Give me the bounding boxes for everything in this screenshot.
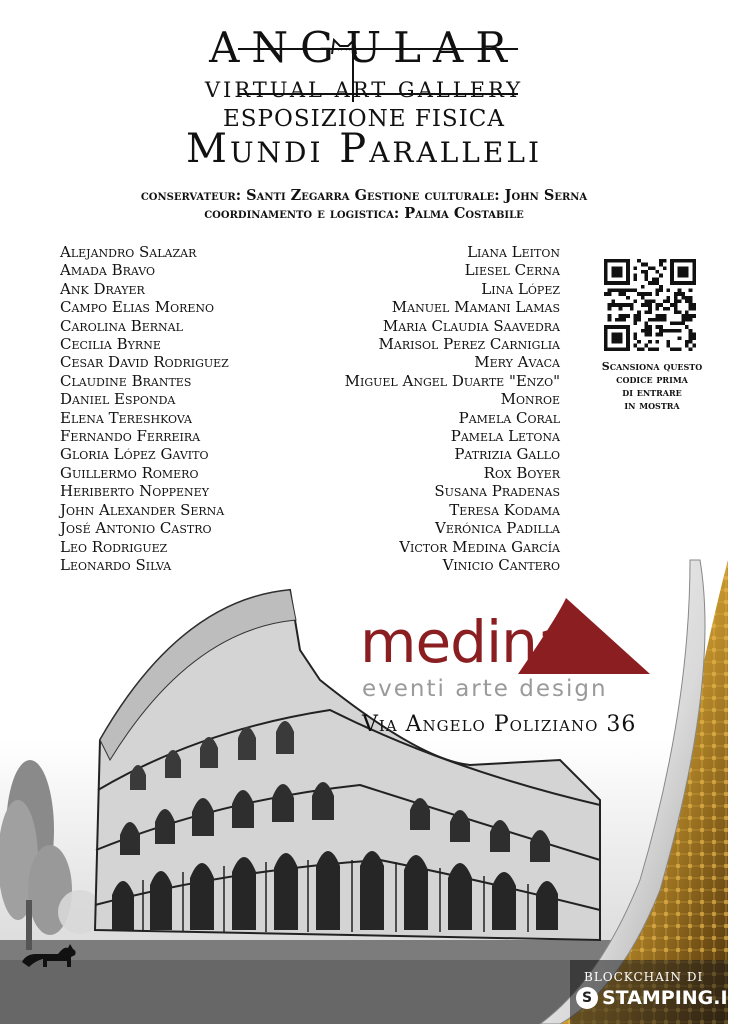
artist-name: Verónica Padilla <box>434 519 560 538</box>
exhibition-type: ESPOSIZIONE FISICA <box>223 106 505 132</box>
stamping-brand: STAMPING.IO <box>602 987 744 1009</box>
artist-name: Fernando Ferreira <box>60 427 201 446</box>
artist-name: Elena Tereshkova <box>60 408 192 427</box>
artist-name: Miguel Angel Duarte "Enzo" <box>344 371 560 390</box>
medina-logo <box>358 596 658 706</box>
artist-list-left <box>60 243 229 574</box>
qr-caption-line: di entrare <box>622 386 682 399</box>
artist-name: Carolina Bernal <box>60 316 183 335</box>
artist-name: Mery Avaca <box>474 353 560 372</box>
artist-list-right <box>345 243 560 574</box>
artist-name: Daniel Esponda <box>60 390 176 409</box>
artist-name: Leonardo Silva <box>60 555 172 574</box>
artist-name: John Alexander Serna <box>60 500 225 519</box>
artist-name: Marisol Perez Carniglia <box>378 335 560 354</box>
artist-name: Leo Rodriguez <box>60 537 168 556</box>
stamping-s-icon: S <box>576 987 598 1009</box>
credits <box>0 187 728 223</box>
logo-wordmark: ANGULAR <box>209 23 519 72</box>
artist-name: Ank Drayer <box>60 279 145 298</box>
artist-name: Teresa Kodama <box>449 500 560 519</box>
gallery-subtitle: VIRTUAL ART GALLERY <box>204 78 524 102</box>
blockchain-label: BLOCKCHAIN DI <box>584 970 704 984</box>
artist-name: Pamela Letona <box>450 427 560 446</box>
credits-line-1: conservateur: Santi Zegarra Gestione culturale: John Serna <box>140 187 588 204</box>
venue-address: Via Angelo Poliziano 36 <box>362 712 637 737</box>
artist-name: Lina López <box>481 279 560 298</box>
artist-name: Gloria López Gavito <box>60 445 209 464</box>
artist-name: Vinicio Cantero <box>442 555 560 574</box>
artist-name: Pamela Coral <box>458 408 560 427</box>
medina-wordmark: medina <box>360 608 572 676</box>
artist-name: Susana Pradenas <box>434 482 560 501</box>
qr-caption-line: Scansiona questo <box>601 360 703 373</box>
artist-name: Rox Boyer <box>483 463 560 482</box>
artist-name: Liesel Cerna <box>464 261 560 280</box>
artist-name: Victor Medina García <box>399 537 560 556</box>
qr-caption-line: in mostra <box>624 399 680 412</box>
artist-name: Alejandro Salazar <box>60 243 197 261</box>
artist-name: Guillermo Romero <box>60 463 199 482</box>
exhibition-title: Mundi Paralleli <box>186 126 542 172</box>
artist-name: José Antonio Castro <box>60 519 212 538</box>
qr-caption <box>582 360 722 412</box>
artist-name: Cesar David Rodriguez <box>60 353 229 372</box>
artist-name: Maria Claudia Saavedra <box>382 316 560 335</box>
stamping-badge[interactable] <box>576 987 744 1009</box>
artist-name: Amada Bravo <box>60 261 156 280</box>
artist-name: Liana Leiton <box>467 243 560 261</box>
artist-name: Heriberto Noppeney <box>60 482 209 501</box>
credits-line-2: coordinamento e logistica: Palma Costabile <box>204 205 524 222</box>
qr-code[interactable] <box>604 259 696 351</box>
artist-name: Monroe <box>500 390 560 409</box>
artist-name: Patrizia Gallo <box>454 445 560 464</box>
medina-tagline: eventi arte design <box>362 676 608 702</box>
artist-name: Claudine Brantes <box>60 371 192 390</box>
artist-name: Cecilia Byrne <box>60 335 161 354</box>
qr-caption-line: codice prima <box>616 373 688 386</box>
artist-name: Campo Elias Moreno <box>60 298 215 317</box>
artist-name: Manuel Mamani Lamas <box>391 298 560 317</box>
